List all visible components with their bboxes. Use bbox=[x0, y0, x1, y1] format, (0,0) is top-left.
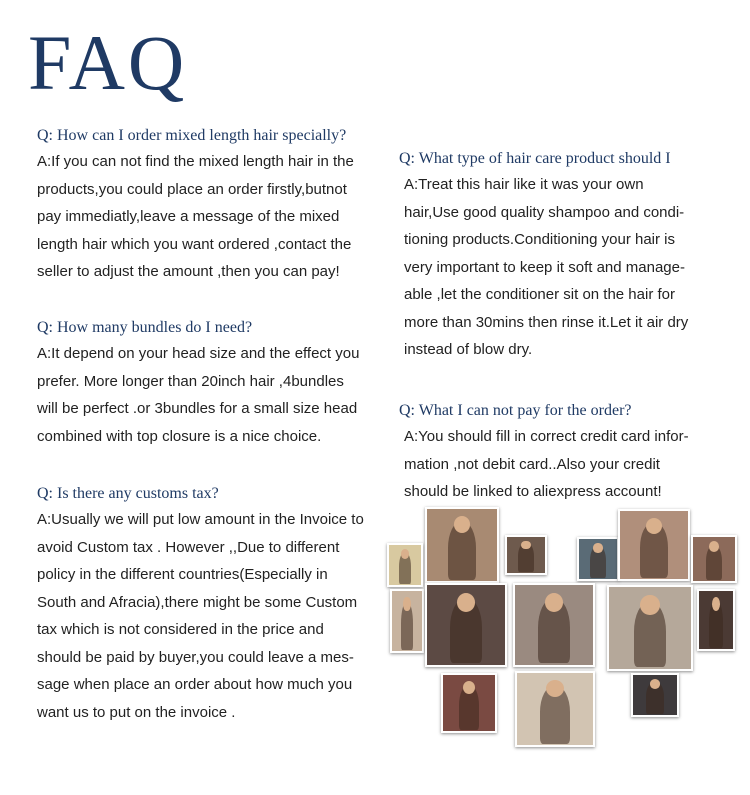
answer-line: tioning products.Conditioning your hair is bbox=[404, 231, 675, 248]
hair-model-photo bbox=[425, 507, 499, 583]
faq-item-mixed-length bbox=[37, 127, 354, 286]
hair-model-photo bbox=[515, 671, 595, 747]
model-face bbox=[403, 597, 410, 611]
faq-question: Q: What I can not pay for the order? bbox=[399, 402, 632, 419]
answer-line: instead of blow dry. bbox=[404, 341, 533, 358]
faq-item-hair-care bbox=[398, 150, 688, 364]
model-face bbox=[650, 679, 661, 689]
hair-model-photo bbox=[577, 537, 619, 581]
model-face bbox=[593, 543, 602, 553]
answer-line: more than 30mins then rinse it.Let it air dry bbox=[404, 313, 689, 331]
faq-answer bbox=[37, 506, 364, 726]
hair-model-photo bbox=[505, 535, 547, 575]
photo-collage bbox=[385, 505, 735, 795]
hair-model-photo bbox=[441, 673, 497, 733]
answer-line: should be linked to aliexpress account! bbox=[404, 483, 662, 500]
hair-model-photo bbox=[691, 535, 737, 583]
faq-answer bbox=[37, 340, 359, 450]
faq-question: Q: How many bundles do I need? bbox=[37, 319, 253, 336]
page-title: FAQ bbox=[28, 19, 188, 106]
faq-question: Q: Is there any customs tax? bbox=[37, 485, 219, 502]
answer-line: want us to put on the invoice . bbox=[37, 703, 236, 721]
hair-model-photo bbox=[697, 589, 735, 651]
model-face bbox=[709, 541, 719, 552]
faq-item-payment bbox=[398, 402, 689, 506]
answer-line: length hair which you want ordered ,contact the bbox=[37, 235, 352, 253]
answer-line: A:It depend on your head size and the effect you bbox=[37, 345, 360, 362]
answer-line: A:Usually we will put low amount in the Invoice to bbox=[37, 511, 364, 528]
faq-item-customs-tax bbox=[37, 485, 364, 726]
answer-line: prefer. More longer than 20inch hair ,4bundles bbox=[37, 372, 344, 390]
model-face bbox=[712, 597, 720, 611]
answer-line: should be paid by buyer,you could leave a mes- bbox=[37, 648, 354, 666]
faq-answer bbox=[404, 171, 688, 364]
answer-line: South and Afracia),there might be some Custom bbox=[37, 593, 358, 611]
answer-line: mation ,not debit card..Also your credit bbox=[404, 455, 660, 473]
faq-question: Q: What type of hair care product should I bbox=[399, 150, 671, 167]
answer-line: hair,Use good quality shampoo and condi- bbox=[404, 203, 685, 221]
answer-line: policy in the different countries(Especially in bbox=[37, 566, 328, 583]
answer-line: tax which is not considered in the price and bbox=[37, 621, 324, 638]
hair-model-photo bbox=[425, 583, 507, 667]
faq-answer bbox=[404, 423, 689, 506]
answer-line: seller to adjust the amount ,then you can pay! bbox=[37, 263, 340, 280]
answer-line: A:If you can not find the mixed length hair in the bbox=[37, 153, 354, 170]
hair-model-photo bbox=[390, 589, 424, 653]
answer-line: A:Treat this hair like it was your own bbox=[404, 176, 644, 193]
model-face bbox=[401, 549, 409, 559]
answer-line: products,you could place an order firstly,butnot bbox=[37, 180, 347, 198]
faq-item-bundles bbox=[37, 319, 359, 450]
hair-model-photo bbox=[513, 583, 595, 667]
faq-question: Q: How can I order mixed length hair specially? bbox=[37, 127, 347, 144]
answer-line: combined with top closure is a nice choice. bbox=[37, 427, 322, 445]
hair-model-photo bbox=[631, 673, 679, 717]
hair-model-photo bbox=[607, 585, 693, 671]
answer-line: avoid Custom tax . However ,,Due to different bbox=[37, 538, 340, 556]
hair-model-photo bbox=[618, 509, 690, 581]
answer-line: pay immediatly,leave a message of the mixed bbox=[37, 208, 340, 225]
model-face bbox=[640, 595, 660, 615]
model-face bbox=[521, 541, 530, 550]
answer-line: able ,let the conditioner sit on the hair for bbox=[404, 286, 675, 303]
answer-line: sage when place an order about how much you bbox=[37, 676, 353, 693]
faq-answer bbox=[37, 148, 354, 286]
answer-line: very important to keep it soft and manage- bbox=[404, 258, 685, 276]
answer-line: will be perfect .or 3bundles for a small size head bbox=[37, 400, 358, 417]
answer-line: A:You should fill in correct credit card infor- bbox=[404, 428, 689, 445]
hair-model-photo bbox=[387, 543, 423, 587]
